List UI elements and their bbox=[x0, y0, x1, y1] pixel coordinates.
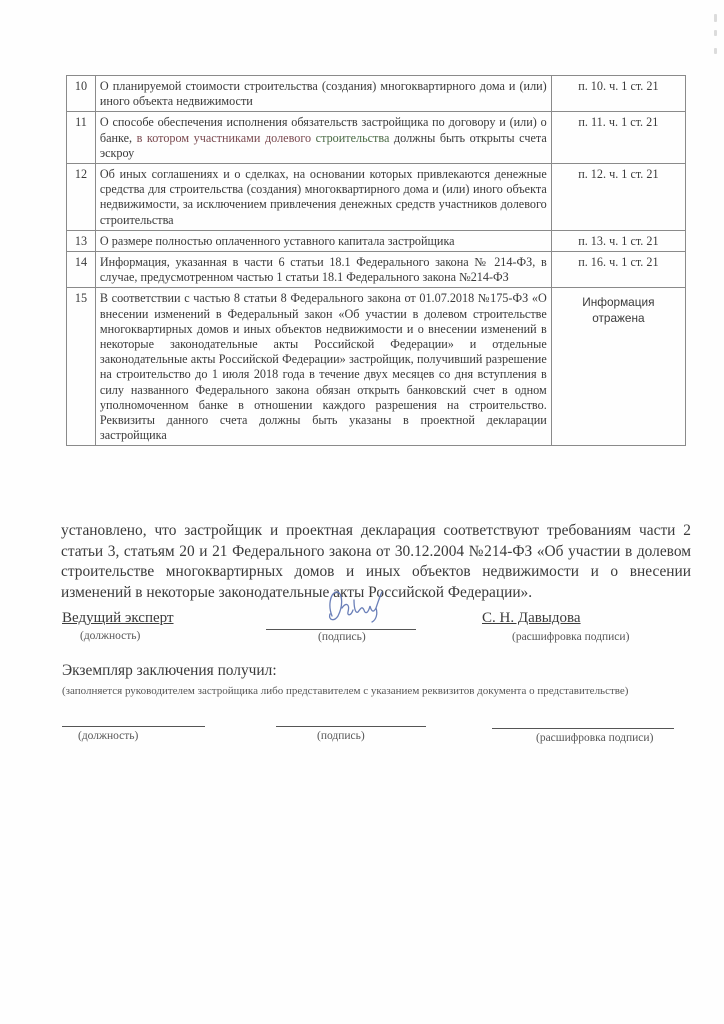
row-number: 10 bbox=[67, 76, 96, 112]
scan-edge-mark bbox=[714, 14, 717, 22]
recipient-note: (заполняется руководителем застройщика либо представителем с указанием реквизитов документа о представительстве) bbox=[62, 685, 629, 697]
table-row bbox=[67, 112, 686, 164]
recipient-signature-caption: (подпись) bbox=[317, 730, 365, 742]
row-reference: п. 11. ч. 1 ст. 21 bbox=[551, 112, 685, 164]
scan-edge-mark bbox=[714, 30, 717, 36]
recipient-position-line[interactable] bbox=[62, 726, 205, 727]
table-row bbox=[67, 76, 686, 112]
row-reference: п. 13. ч. 1 ст. 21 bbox=[551, 230, 685, 251]
requirements-table bbox=[66, 75, 686, 446]
row-reference: п. 16. ч. 1 ст. 21 bbox=[551, 252, 685, 288]
row-description-highlight: строительства bbox=[311, 130, 390, 145]
row-description: О размере полностью оплаченного уставного капитала застройщика bbox=[95, 230, 551, 251]
row-number: 15 bbox=[67, 288, 96, 446]
row-description-part: О способе обеспечения исполнения обязательств застройщика по договору и (или) о банке, bbox=[99, 115, 547, 145]
row-description bbox=[95, 112, 551, 164]
expert-name-caption: (расшифровка подписи) bbox=[512, 631, 630, 643]
row-reference: п. 10. ч. 1 ст. 21 bbox=[551, 76, 685, 112]
conclusion-text: установлено, что застройщик и проектная декларация соответствуют требованиям части 2 статьи 3, статьям 20 и 21 Федерального закона от 30.12.2004 №214-ФЗ «Об участии в долевом строительстве многоквартирных домов и иных объектов недвижимости и о внесении изменений в некоторые законодательные акты Российской Федерации». bbox=[61, 522, 691, 601]
row-reference: Информация отражена bbox=[551, 288, 685, 446]
recipient-position-caption: (должность) bbox=[78, 730, 139, 742]
row-number: 13 bbox=[67, 230, 96, 251]
recipient-name-caption: (расшифровка подписи) bbox=[536, 732, 654, 744]
recipient-signature-line[interactable] bbox=[276, 726, 426, 727]
row-description-highlight: в котором участниками долевого bbox=[136, 130, 312, 145]
expert-position-caption: (должность) bbox=[80, 630, 141, 642]
expert-signature-caption: (подпись) bbox=[318, 631, 366, 643]
row-number: 12 bbox=[67, 164, 96, 231]
recipient-heading: Экземпляр заключения получил: bbox=[62, 662, 277, 679]
row-number: 11 bbox=[67, 112, 96, 164]
table-row bbox=[67, 164, 686, 231]
row-description-part: должны быть открыты счета эскроу bbox=[99, 130, 547, 160]
row-description: В соответствии с частью 8 статьи 8 Федерального закона от 01.07.2018 №175-ФЗ «О внесении изменений в Федеральный закон «Об участии в долевом строительстве многоквартирных домов и иных объектов недвижимости и о внесении изменений в некоторые законодательные акты Российской Федерации» и отдельные законодательные акты Российской Федерации» застройщик, получивший разрешение на строительство до 1 июля 2018 года в течение двух месяцев со дня вступления в силу названного Федерального закона обязан открыть банковский счет в одном уполномоченном банке в отношении каждого разрешения на строительство. Реквизиты данного счета должны быть указаны в проектной декларации застройщика bbox=[95, 288, 551, 446]
row-description: О планируемой стоимости строительства (создания) многоквартирного дома и (или) иного объекта недвижимости bbox=[95, 76, 551, 112]
row-reference: п. 12. ч. 1 ст. 21 bbox=[551, 164, 685, 231]
table-row bbox=[67, 252, 686, 288]
scan-edge-mark bbox=[714, 48, 717, 54]
handwritten-signature-icon bbox=[318, 586, 398, 628]
expert-signature-line bbox=[266, 629, 416, 630]
table-row bbox=[67, 230, 686, 251]
row-description: Об иных соглашениях и о сделках, на основании которых привлекаются денежные средства для строительства (создания) многоквартирного дома и (или) иного объекта недвижимости, за исключением привлечения денежных средств участников долевого строительства bbox=[95, 164, 551, 231]
expert-position: Ведущий эксперт bbox=[62, 610, 174, 626]
row-number: 14 bbox=[67, 252, 96, 288]
recipient-name-line[interactable] bbox=[492, 728, 674, 729]
expert-name: С. Н. Давыдова bbox=[482, 610, 581, 626]
table-row bbox=[67, 288, 686, 446]
row-description: Информация, указанная в части 6 статьи 18.1 Федерального закона № 214-ФЗ, в случае, предусмотренном частью 1 статьи 18.1 Федерального закона №214-ФЗ bbox=[95, 252, 551, 288]
